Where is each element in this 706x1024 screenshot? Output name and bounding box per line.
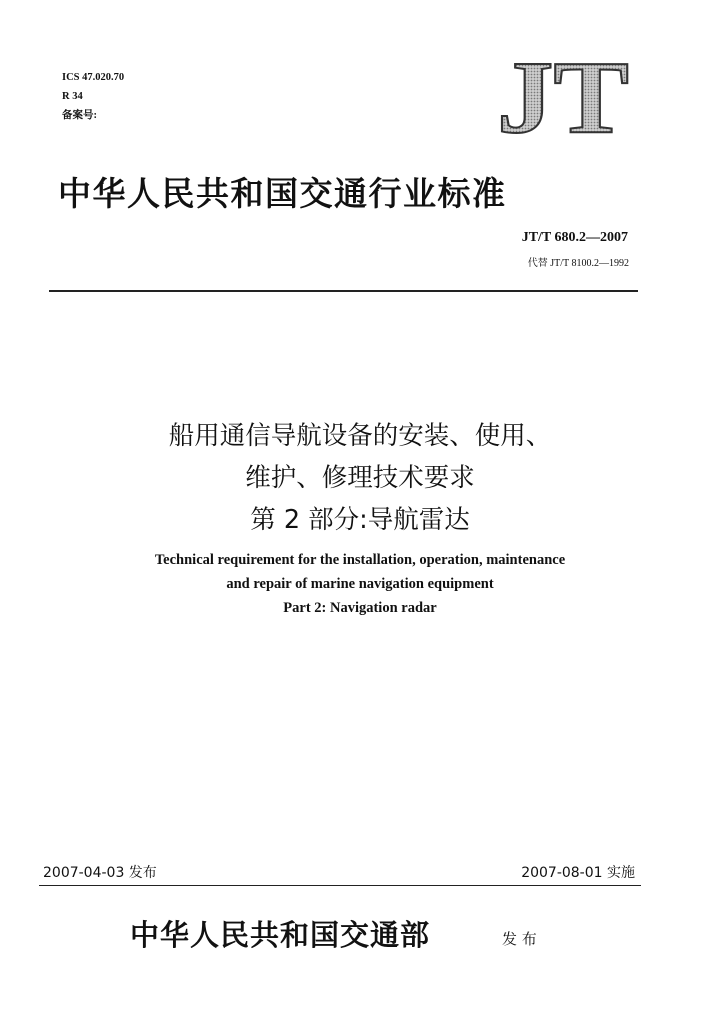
- category-code: R 34: [62, 91, 83, 102]
- title-en-line-2: and repair of marine navigation equipment: [226, 576, 494, 592]
- logo-text: JT: [497, 58, 629, 136]
- jt-logo: [494, 58, 632, 136]
- ics-code: ICS 47.020.70: [62, 72, 125, 83]
- document-metadata: [62, 68, 124, 125]
- standard-number: JT/T 680.2—2007: [521, 230, 628, 245]
- title-cn-line-3: 第 2 部分:导航雷达: [250, 505, 470, 535]
- publish-date: 2007-04-03 发布: [43, 865, 157, 881]
- title-cn-line-2: 维护、修理技术要求: [245, 463, 475, 493]
- bottom-divider: [39, 885, 641, 886]
- record-number: 备案号:: [62, 110, 97, 121]
- title-cn-line-1: 船用通信导航设备的安装、使用、: [168, 421, 552, 451]
- title-en-line-3: Part 2: Navigation radar: [283, 600, 437, 616]
- standard-heading: 中华人民共和国交通行业标准: [58, 174, 507, 213]
- replaces-standard: 代替 JT/T 8100.2—1992: [527, 258, 629, 269]
- title-en-line-1: Technical requirement for the installation, operation, maintenance: [154, 552, 566, 568]
- implement-date: 2007-08-01 实施: [521, 865, 635, 881]
- issuing-authority: 中华人民共和国交通部: [130, 918, 431, 952]
- top-divider: [49, 290, 638, 292]
- issue-label: 发 布: [502, 930, 537, 948]
